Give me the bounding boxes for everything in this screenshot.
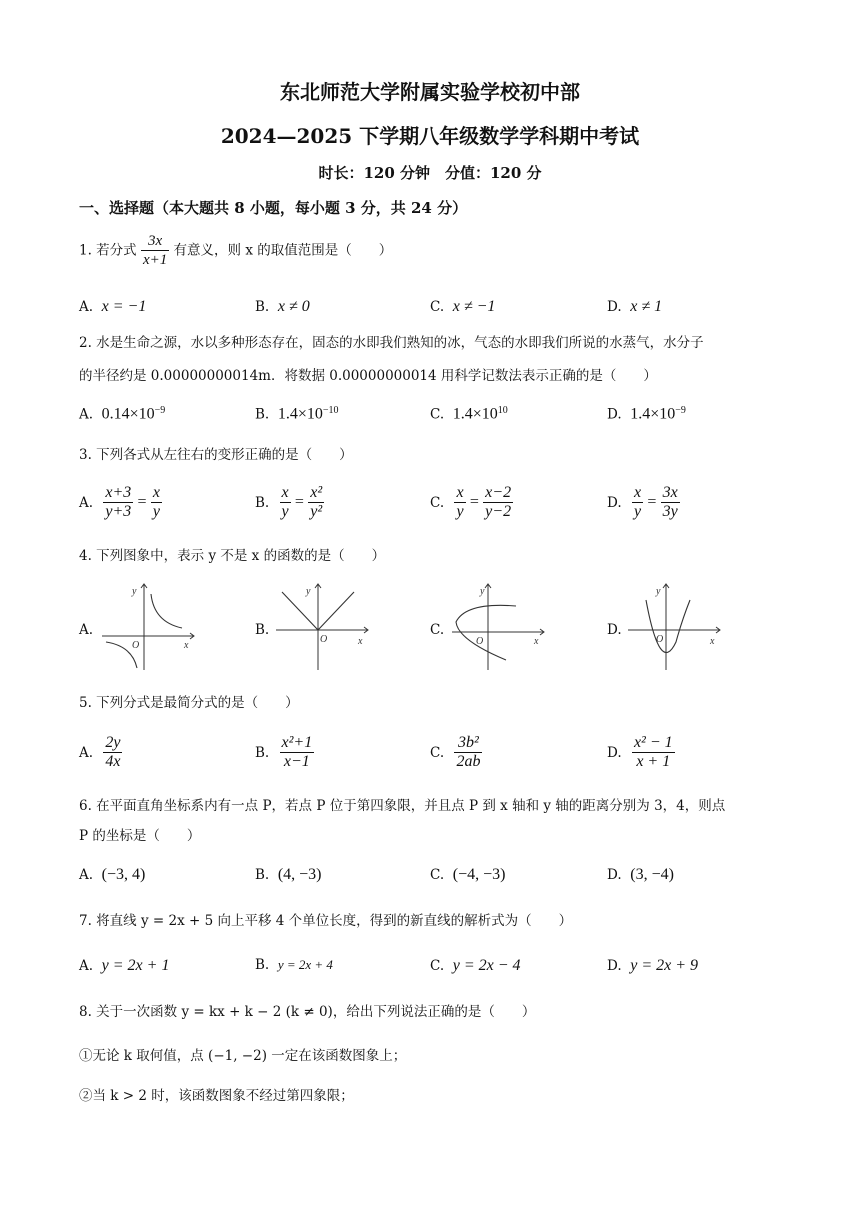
q3d-right xyxy=(661,484,680,521)
frac-den: 2ab xyxy=(456,753,481,770)
option-label: C. xyxy=(430,494,445,511)
q3-option-d[interactable]: D. $\frac{x}{y}$ = $\frac{3x}{3y}$ xyxy=(607,484,678,520)
q8-statement-2: ②当 k > 2 时，该函数图象不经过第四象限； xyxy=(79,1088,354,1104)
q3c-left xyxy=(454,484,465,521)
frac-num: x² − 1 xyxy=(633,734,673,751)
option-label: B. xyxy=(255,957,270,973)
axis-y-label: y xyxy=(132,586,137,597)
option-base: 1.4×10 xyxy=(452,405,498,423)
option-label: B. xyxy=(255,494,270,511)
option-label: D. xyxy=(607,406,622,423)
exam-title: 2024—2025 下学期八年级数学学科期中考试 xyxy=(220,124,640,148)
frac-den: y xyxy=(281,503,289,520)
option-label: A. xyxy=(79,494,94,511)
frac-den: x + 1 xyxy=(636,753,671,770)
q2-option-d[interactable] xyxy=(607,405,686,424)
option-exp: −9 xyxy=(154,405,166,416)
q3b-left xyxy=(280,484,291,521)
option-value: x = −1 xyxy=(101,298,147,315)
frac-num: 3b² xyxy=(454,734,482,753)
axis-x-label: x xyxy=(184,640,189,651)
frac-den: y xyxy=(456,503,464,520)
q4-option-c-label[interactable]: C. xyxy=(430,622,445,638)
q3a-right xyxy=(151,484,162,521)
section-title: 一、选择题（本大题共 8 小题，每小题 3 分，共 24 分） xyxy=(79,199,468,217)
q3-option-b[interactable]: B. $\frac{x}{y}$ = $\frac{\text{x²}}{\text{y²}}$ xyxy=(255,484,323,520)
q4-option-b-label[interactable]: B. xyxy=(255,622,270,638)
q6-option-b[interactable] xyxy=(255,866,322,884)
option-value: (−4, −3) xyxy=(452,866,506,883)
axis-x-label: x xyxy=(710,636,715,647)
q6-option-c[interactable] xyxy=(430,866,505,884)
option-label: D. xyxy=(607,299,622,315)
q6-option-a[interactable] xyxy=(79,866,145,884)
axis-y-label: y xyxy=(656,586,661,597)
question-8: 8. 关于一次函数 y = kx + k − 2 (k ≠ 0)，给出下列说法正确的是（ ） xyxy=(79,1004,536,1020)
q4-graph-b[interactable] xyxy=(272,580,372,672)
q4-graph-c[interactable] xyxy=(448,580,548,672)
option-label: D. xyxy=(607,867,622,883)
question-4: 4. 下列图象中，表示 y 不是 x 的函数的是（ ） xyxy=(79,548,386,564)
question-6-line1: 6. 在平面直角坐标系内有一点 P，若点 P 位于第四象限，并且点 P 到 x 轴和 y 轴的距离分别为 3，4，则点 xyxy=(79,798,726,814)
q4-graph-a[interactable] xyxy=(98,580,198,672)
q1-option-b[interactable] xyxy=(255,298,310,316)
q3d-left xyxy=(632,484,643,521)
option-label: A. xyxy=(79,867,94,883)
question-3: 3. 下列各式从左往右的变形正确的是（ ） xyxy=(79,447,353,463)
frac-num: x+3 xyxy=(105,484,132,501)
question-7: 7. 将直线 y = 2x + 5 向上平移 4 个单位长度，得到的新直线的解析式为（ ） xyxy=(79,913,573,929)
option-exp: 10 xyxy=(497,405,508,416)
q1-option-c[interactable] xyxy=(430,298,495,316)
axis-y-label: y xyxy=(306,586,311,597)
q5-option-d[interactable] xyxy=(607,734,675,771)
option-label: A. xyxy=(79,744,94,761)
option-label: C. xyxy=(430,958,445,974)
q7-option-d[interactable] xyxy=(607,957,698,975)
q4-option-a-label[interactable]: A. xyxy=(79,622,94,638)
origin-label: O xyxy=(476,636,484,647)
origin-label: O xyxy=(132,640,140,651)
school-title: 东北师范大学附属实验学校初中部 xyxy=(280,80,580,104)
question-1 xyxy=(79,232,392,269)
option-value: x ≠ 1 xyxy=(630,298,663,315)
option-label: C. xyxy=(430,406,445,423)
q4-graph-d[interactable] xyxy=(624,580,724,672)
option-label: A. xyxy=(79,958,94,974)
option-value: (4, −3) xyxy=(277,866,322,883)
q5c-frac xyxy=(454,734,482,771)
frac-den: y xyxy=(152,503,160,520)
option-label: A. xyxy=(79,406,94,423)
axis-x-label: x xyxy=(358,636,363,647)
q2-option-a[interactable] xyxy=(79,405,165,424)
option-value: (3, −4) xyxy=(630,866,674,883)
frac-den: y−2 xyxy=(485,503,512,520)
option-exp: −9 xyxy=(675,405,686,416)
option-value: y = 2x − 4 xyxy=(452,957,521,974)
option-value: x ≠ −1 xyxy=(452,298,496,315)
frac-num: x xyxy=(152,484,160,501)
q3a-left xyxy=(103,484,133,521)
q7-option-c[interactable] xyxy=(430,957,521,975)
q1-before: 1. 若分式 xyxy=(79,242,137,259)
frac-num: 3x xyxy=(662,484,678,501)
q1-frac-num: 3x xyxy=(141,232,169,251)
q1-after: 有意义，则 x 的取值范围是（ ） xyxy=(173,242,393,259)
question-2-line1: 2. 水是生命之源，水以多种形态存在，固态的水即我们熟知的冰，气态的水即我们所说的水蒸气，水分子 xyxy=(79,335,704,351)
option-value: x ≠ 0 xyxy=(277,298,310,315)
q8-statement-1: ①无论 k 取何值，点 (−1, −2) 一定在该函数图象上； xyxy=(79,1048,407,1064)
q3b-right xyxy=(308,484,324,521)
option-value: y = 2x + 9 xyxy=(630,957,699,974)
q2-option-b[interactable] xyxy=(255,405,338,424)
q4-option-d-label[interactable]: D. xyxy=(607,622,622,638)
option-label: D. xyxy=(607,494,622,511)
option-label: D. xyxy=(607,958,622,974)
option-label: A. xyxy=(79,299,94,315)
q3c-right xyxy=(483,484,513,521)
q1-option-d[interactable] xyxy=(607,298,662,316)
option-label: C. xyxy=(430,299,445,315)
q5b-frac xyxy=(280,734,315,771)
q3-option-c[interactable]: C. $\frac{x}{y}$ = $\frac{x-2}{y-2}$ xyxy=(430,484,512,520)
q5-option-c[interactable] xyxy=(430,734,482,771)
frac-num: x xyxy=(456,484,464,501)
option-label: B. xyxy=(255,744,270,761)
q5d-frac xyxy=(632,734,675,771)
frac-den: y² xyxy=(310,503,323,520)
frac-den: y xyxy=(633,503,642,520)
axis-y-label: y xyxy=(480,586,485,597)
frac-den: 4x xyxy=(105,753,121,770)
frac-num: 2y xyxy=(105,734,121,751)
q5-option-a[interactable] xyxy=(79,734,122,771)
option-label: D. xyxy=(607,744,622,761)
q2-option-c[interactable] xyxy=(430,405,508,424)
option-value: y = 2x + 4 xyxy=(277,957,333,972)
frac-den: 3y xyxy=(662,503,678,520)
q7-option-a[interactable] xyxy=(79,957,169,975)
q1-option-a[interactable] xyxy=(79,298,146,316)
option-label: B. xyxy=(255,406,270,423)
option-exp: −10 xyxy=(322,405,339,416)
q7-option-b[interactable] xyxy=(255,957,333,973)
q5-option-b[interactable] xyxy=(255,734,314,771)
option-value: y = 2x + 1 xyxy=(101,957,170,974)
option-value: (−3, 4) xyxy=(101,866,146,883)
frac-den: y+3 xyxy=(105,503,132,520)
question-6-line2: P 的坐标是（ ） xyxy=(79,828,201,844)
q3-option-a[interactable]: A. $\frac{x+3}{y+3}$ = $\frac{x}{y}$ xyxy=(79,484,160,520)
question-2-line2: 的半径约是 0.00000000014m．将数据 0.00000000014 用科学记数法表示正确的是（ ） xyxy=(79,368,657,384)
frac-num: x xyxy=(281,484,289,501)
option-label: C. xyxy=(430,744,445,761)
frac-den: x−1 xyxy=(283,753,310,770)
frac-num: x² xyxy=(310,484,323,501)
q1-frac-den: x+1 xyxy=(142,252,168,268)
q1-fraction xyxy=(141,232,169,269)
question-5: 5. 下列分式是最简分式的是（ ） xyxy=(79,695,299,711)
q6-option-d[interactable] xyxy=(607,866,674,884)
option-label: C. xyxy=(430,867,445,883)
q5a-frac xyxy=(103,734,122,771)
origin-label: O xyxy=(320,634,328,645)
frac-num: x xyxy=(633,484,642,501)
option-label: B. xyxy=(255,299,270,315)
origin-label: O xyxy=(656,634,664,645)
frac-num: x−2 xyxy=(485,484,512,501)
option-base: 0.14×10 xyxy=(101,405,155,423)
frac-num: x²+1 xyxy=(281,734,313,751)
option-label: B. xyxy=(255,867,270,883)
exam-meta: 时长：120 分钟 分值：120 分 xyxy=(318,164,542,182)
axis-x-label: x xyxy=(534,636,539,647)
option-base: 1.4×10 xyxy=(277,405,323,423)
option-base: 1.4×10 xyxy=(630,405,676,423)
